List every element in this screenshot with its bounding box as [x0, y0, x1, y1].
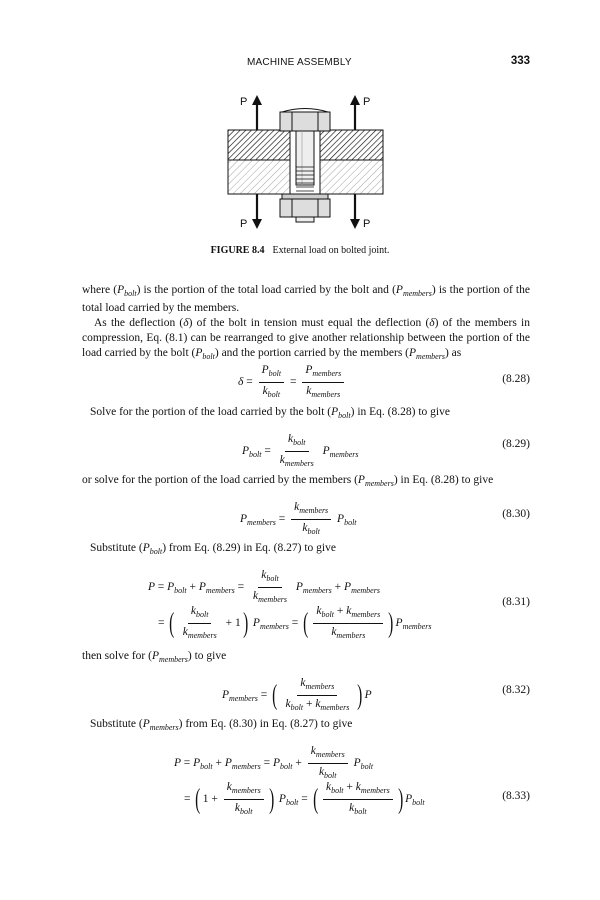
bolted-joint-figure [200, 85, 400, 235]
page-number: 333 [510, 55, 530, 67]
text-line-3: Substitute $(P_{bolt})$ from Eq. (8.29) in Eq. (8.27) to give [90, 542, 336, 556]
load-label-top-right: P [363, 96, 371, 108]
equation-8-31-line-1: $P = P_{bolt} + P_{members}$ = $\frac{k_{bolt}}{k_{members}}$ $P_{members} + P_{members}$ [148, 569, 380, 604]
equation-8-31-line-2: = ( $\frac{k_{bolt}}{k_{members}}$ + 1) $P_{members}$ = ( $\frac{k_{bolt} + k_{members}}{k_{members}}$ ) $P_{members}$ [158, 605, 432, 640]
equation-8-33-line-2: = ( 1 + $\frac{k_{members}}{k_{bolt}}$ ) $P_{bolt}$ = ( $\frac{k_{bolt} + k_{members}}{k_{bolt}}$ ) $P_{bolt}$ [184, 781, 425, 816]
equation-8-30: $P_{members}$ = $\frac{k_{members}}{k_{bolt}}$ $P_{bolt}$ [240, 501, 357, 536]
equation-8-29: $P_{bolt}$ = $\frac{k_{bolt}}{k_{members}}$ $P_{members}$ [242, 433, 359, 468]
equation-8-32: $P_{members}$ = ( $\frac{k_{members}}{k_{bolt} + k_{members}}$ ) P [222, 677, 372, 712]
equation-8-28: δ = $\frac{P_{bolt}}{k_{bolt}}$ = $\frac{P_{members}}{k_{members}}$ [238, 363, 347, 402]
text-line-4: then solve for $(P_{members})$ to give [82, 650, 227, 664]
figure-caption-text: External load on bolted joint. [272, 245, 390, 256]
nut [280, 199, 330, 217]
load-label-bottom-left: P [240, 218, 248, 230]
paragraph-1: where $(P_{bolt})$ is the portion of the total load carried by the bolt and $(P_{members})$ is the portion of the total load carried by the members. [82, 284, 530, 314]
load-label-top-left: P [240, 96, 248, 108]
equation-number-8-33: (8.33) [502, 790, 530, 802]
equation-8-33-line-1: $P = P_{bolt} + P_{members} = P_{bolt}$ + $\frac{k_{members}}{k_{bolt}}$ $P_{bolt}$ [174, 745, 374, 780]
figure-caption [0, 245, 600, 256]
equation-number-8-31: (8.31) [502, 596, 530, 608]
text-line-1: Solve for the portion of the load carried by the bolt $(P_{bolt})$ in Eq. (8.28) to give [90, 406, 450, 420]
text-line-5: Substitute $(P_{members})$ from Eq. (8.30) in Eq. (8.27) to give [90, 718, 353, 732]
load-label-bottom-right: P [363, 218, 371, 230]
washer [282, 194, 328, 199]
equation-number-8-30: (8.30) [502, 508, 530, 520]
bolt-head [280, 112, 330, 131]
equation-number-8-32: (8.32) [502, 684, 530, 696]
paragraph-2: As the deflection (δ) of the bolt in tension must equal the deflection (δ) of the members in compression, Eq. (8.1) can be rearranged to give another relationship between the portion of the load carried by the bolt $(P_{bolt})$ and the portion carried by the members $(P_{members})$ as [82, 317, 531, 361]
text-line-2: or solve for the portion of the load carried by the members $(P_{members})$ in Eq. (8.28) to give [82, 474, 494, 488]
equation-number-8-28: (8.28) [502, 373, 530, 385]
equation-number-8-29: (8.29) [502, 438, 530, 450]
figure-label: FIGURE 8.4 [210, 245, 265, 256]
running-header: MACHINE ASSEMBLY [247, 57, 352, 68]
bolt-shank [296, 131, 314, 185]
body-paragraphs [82, 283, 530, 364]
